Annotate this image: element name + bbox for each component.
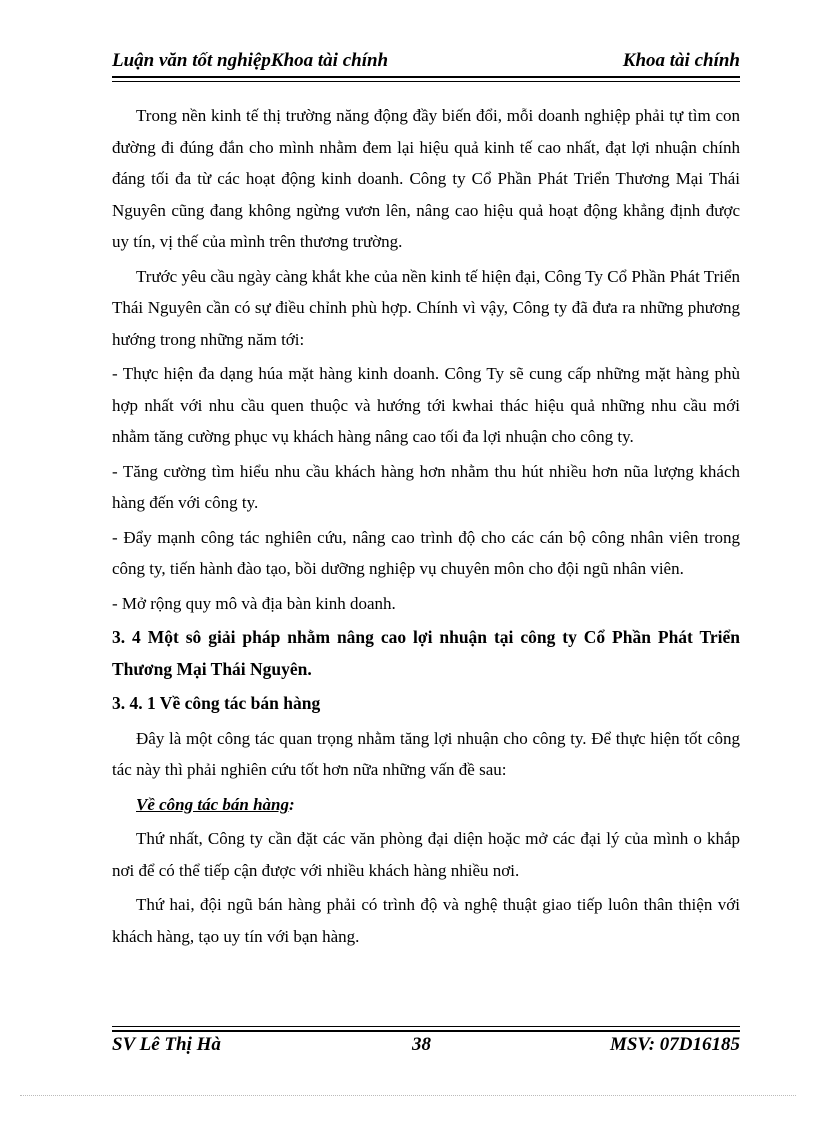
bullet-expand-scale: - Mở rộng quy mô và địa bàn kinh doanh. — [112, 593, 396, 613]
page-footer — [112, 1034, 740, 1058]
page-header — [112, 50, 740, 74]
bullet-customer-needs: - Tăng cường tìm hiểu nhu cầu khách hàng hơn nhằm thu hút nhiều hơn nũa lượng khách hàng đến với công ty. — [112, 461, 740, 512]
section-heading-3-4: 3. 4 Một sô giải pháp nhằm nâng cao lợi nhuận tại công ty Cổ Phần Phát Triển Thương Mại Thái Nguyên. — [112, 627, 740, 679]
subheading-sales — [112, 789, 740, 821]
footer-page-number: 38 — [412, 1034, 431, 1055]
paragraph-sales-importance: Đây là một công tác quan trọng nhằm tăng lợi nhuận cho công ty. Để thực hiện tốt công tác này thì phải nghiên cứu tốt hơn nữa những vấn đề sau: — [112, 728, 740, 779]
footer-rule-thick — [112, 1030, 740, 1032]
footer-rule-thin — [112, 1026, 740, 1027]
header-rule-thick — [112, 76, 740, 78]
footer-student-id: MSV: 07D16185 — [609, 1034, 740, 1055]
subheading-sales-text: Về công tác bán hàng — [136, 794, 290, 814]
paragraph-intro: Trong nền kinh tế thị trường năng động đầy biến đổi, mỗi doanh nghiệp phải tự tìm con đường đi đúng đắn cho mình nhằm đem lại hiệu quả kinh tế cao nhất, đạt lợi nhuận chính đáng tối đa từ các hoạt động kinh doanh. Công ty Cổ Phần Phát Triển Thương Mại Thái Nguyên cũng đang không ngừng vươn lên, nâng cao hiệu quả hoạt động khẳng định được uy tín, vị thế của mình trên thương trường. — [112, 106, 740, 251]
header-rule-thin — [112, 81, 740, 82]
paragraph-second-point: Thứ hai, đội ngũ bán hàng phải có trình độ và nghệ thuật giao tiếp luôn thân thiện với khách hàng, tạo uy tín với bạn hàng. — [112, 895, 740, 946]
page-body — [112, 100, 740, 955]
subheading-sales-colon: : — [289, 794, 295, 814]
section-heading-3-4-1: 3. 4. 1 Về công tác bán hàng — [112, 693, 321, 713]
header-left-title: Luận văn tốt nghiệpKhoa tài chính — [112, 50, 389, 71]
footer-student-name: SV Lê Thị Hà — [112, 1034, 221, 1055]
page-edge-dotted-line — [20, 1095, 796, 1096]
paragraph-direction: Trước yêu cầu ngày càng khắt khe của nền kinh tế hiện đại, Công Ty Cổ Phần Phát Triển Thái Nguyên cần có sự điều chỉnh phù hợp. Chính vì vậy, Công ty đã đưa ra những phương hướng trong những năm tới: — [112, 266, 740, 349]
header-right-title: Khoa tài chính — [622, 50, 740, 71]
paragraph-first-point: Thứ nhất, Công ty cần đặt các văn phòng đại diện hoặc mở các đại lý của mình o khắp nơi để có thể tiếp cận được với nhiều khách hàng nhiều nơi. — [112, 829, 740, 880]
bullet-diversify: - Thực hiện đa dạng húa mặt hàng kinh doanh. Công Ty sẽ cung cấp những mặt hàng phù hợp nhất với nhu cầu quen thuộc và hướng tới kwhai thác hiệu quả những nhu cầu mới nhằm tăng cường phục vụ khách hàng nâng cao tối đa lợi nhuận cho công ty. — [112, 364, 740, 446]
bullet-research-training: - Đẩy mạnh công tác nghiên cứu, nâng cao trình độ cho các cán bộ công nhân viên trong công ty, tiến hành đào tạo, bồi dưỡng nghiệp vụ chuyên môn cho đội ngũ nhân viên. — [112, 527, 740, 578]
